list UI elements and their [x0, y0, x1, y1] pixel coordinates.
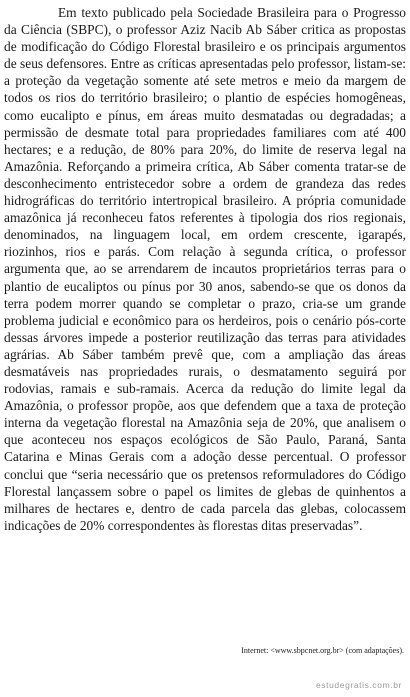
- source-citation: Internet: <www.sbpcnet.org.br> (com adaptações).: [241, 646, 404, 655]
- article-paragraph: Em texto publicado pela Sociedade Brasileira para o Progresso da Ciência (SBPC), o professor Aziz Nacib Ab Sáber critica as propostas de modificação do Código Florestal brasileiro e os principais argumentos de seus defensores. Entre as críticas apresentadas pelo professor, listam-se: a proteção da vegetação somente até sete metros e meio da margem de todos os rios do território brasileiro; o plantio de espécies homogêneas, como eucalipto e pínus, em áreas muito desmatadas ou degradadas; a permissão de desmate total para propriedades familiares com até 400 hectares; e a redução, de 80% para 20%, do limite de reserva legal na Amazônia. Reforçando a primeira crítica, Ab Sáber comenta tratar-se de desconhecimento entristecedor sobre a ordem de grandeza das redes hidrográficas do território intertropical brasileiro. A própria comunidade amazônica já reconheceu fatos referentes à tipologia dos rios regionais, denominados, na linguagem local, em ordem crescente, igarapés, riozinhos, rios e parás. Com relação à segunda crítica, o professor argumenta que, ao se arrendarem de incautos proprietários terras para o plantio de eucaliptos ou pínus por 30 anos, sabendo-se que os donos da terra podem morrer quando se completar o prazo, cria-se um grande problema judicial e econômico para os herdeiros, pois o cenário pós-corte dessas árvores impede a posterior reutilização das terras para atividades agrárias. Ab Sáber também prevê que, com a ampliação das áreas desmatáveis nas propriedades rurais, o desmatamento seguirá por rodovias, ramais e sub-ramais. Acerca da redução do limite legal da Amazônia, o professor propõe, aos que defendem que a taxa de proteção interna da vegetação florestal na Amazônia seja de 20%, que analisem o que aconteceu nos espaços ecológicos de São Paulo, Paraná, Santa Catarina e Minas Gerais com a adoção desse percentual. O professor conclui que “seria necessário que os pretensos reformuladores do Código Florestal lançassem sobre o papel os limites de glebas de quinhentos a milhares de hectares e, dentro de cada parcela das glebas, colocassem indicações de 20% correspondentes às florestas ditas preservadas”.: [4, 5, 406, 533]
- site-watermark: estudegratis.com.br: [315, 680, 402, 690]
